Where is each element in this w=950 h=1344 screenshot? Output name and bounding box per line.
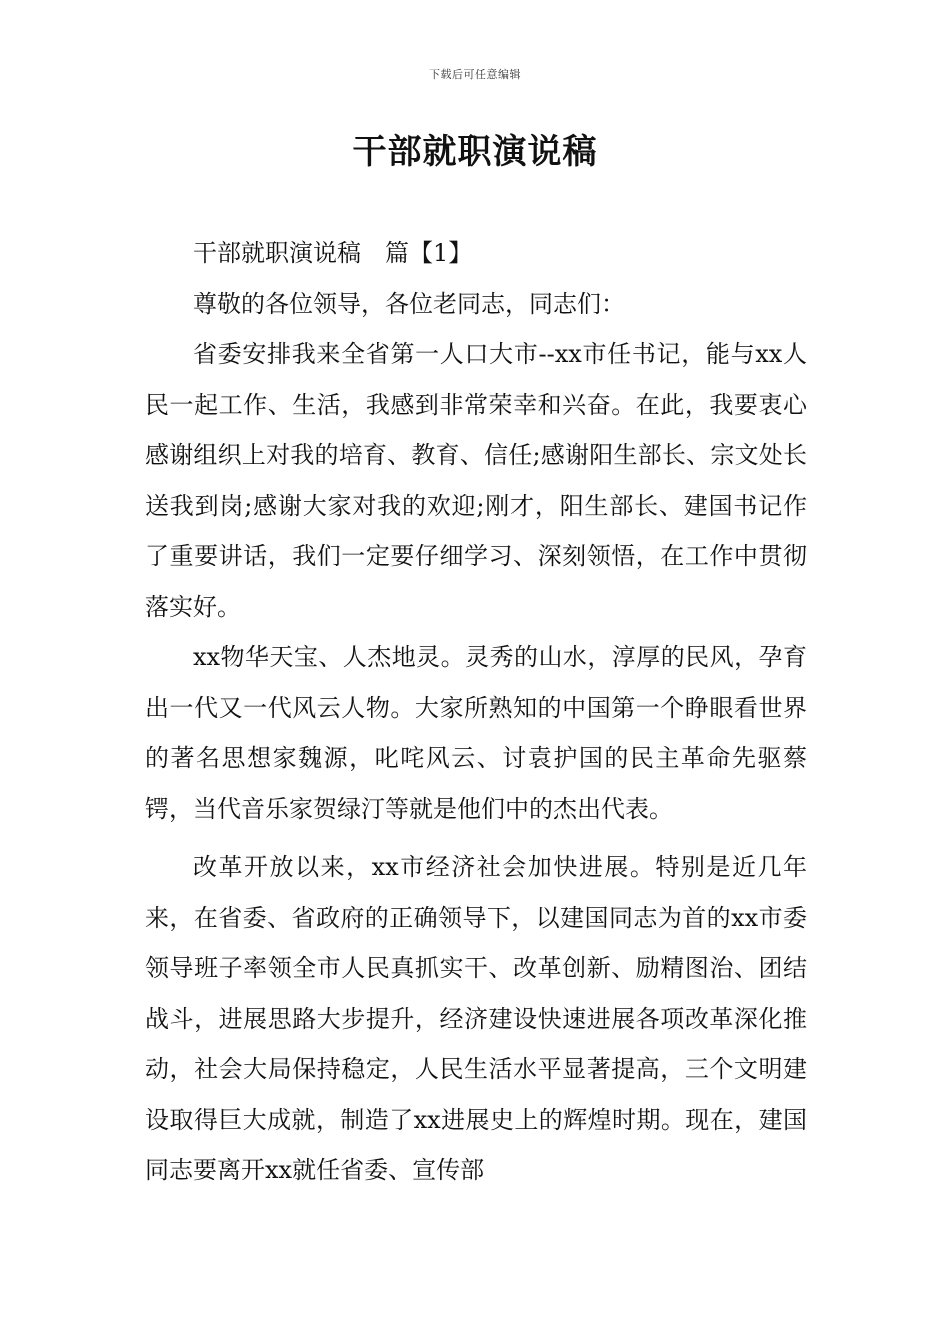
header-note: 下载后可任意编辑	[429, 68, 521, 81]
body-paragraph-2: xx物华天宝、人杰地灵。灵秀的山水，淳厚的民风，孕育出一代又一代风云人物。大家所熟知的中国第一个睁眼看世界的著名思想家魏源，叱咤风云、讨袁护国的民主革命先驱蔡锷，当代音乐家贺绿汀等就是他们中的杰出代表。	[145, 643, 807, 823]
document-title: 干部就职演说稿	[352, 132, 598, 172]
greeting-paragraph: 尊敬的各位领导，各位老同志，同志们：	[193, 289, 625, 318]
body-paragraph-3: 改革开放以来，xx市经济社会加快进展。特别是近几年来，在省委、省政府的正确领导下，以建国同志为首的xx市委领导班子率领全市人民真抓实干、改革创新、励精图治、团结战斗，进展思路大步提升，经济建设快速进展各项改革深化推动，社会大局保持稳定，人民生活水平显著提高，三个文明建设取得巨大成就，制造了xx进展史上的辉煌时期。现在，建国同志要离开xx就任省委、宣传部	[145, 853, 807, 1184]
body-paragraph-1: 省委安排我来全省第一人口大市--xx市任书记，能与xx人民一起工作、生活，我感到非常荣幸和兴奋。在此，我要衷心感谢组织上对我的培育、教育、信任;感谢阳生部长、宗文处长送我到岗;感谢大家对我的欢迎;刚才，阳生部长、建国书记作了重要讲话，我们一定要仔细学习、深刻领悟，在工作中贯彻落实好。	[145, 340, 807, 621]
document-body	[145, 228, 807, 1196]
section-heading: 干部就职演说稿 篇【1】	[193, 239, 473, 267]
